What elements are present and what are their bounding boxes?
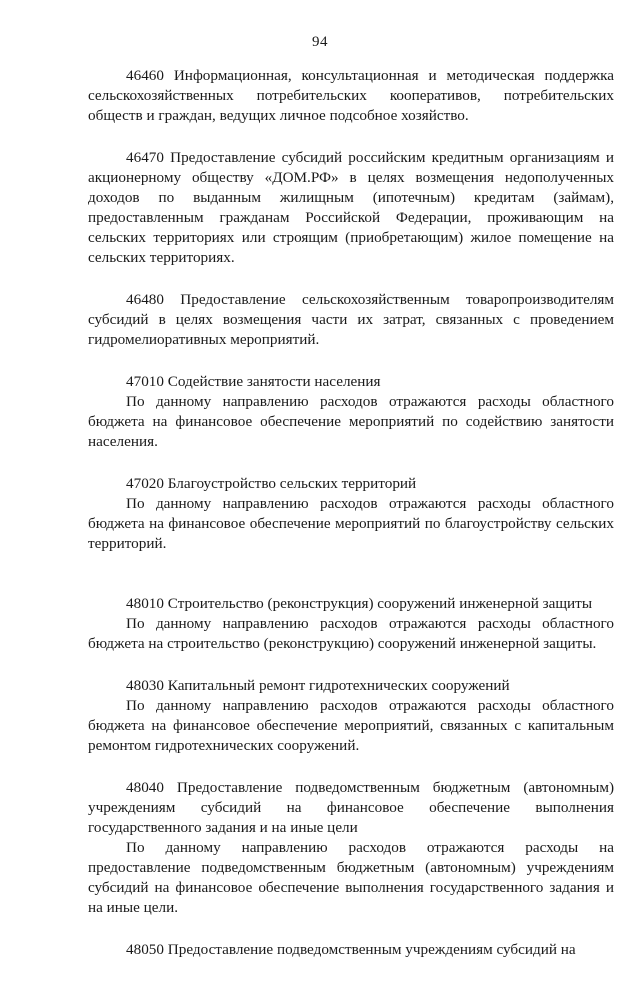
section-47010	[88, 372, 614, 452]
section-body: По данному направлению расходов отражаются расходы областного бюджета на финансовое обеспечение мероприятий по благоустройству сельских территорий.	[88, 495, 614, 552]
section-body: По данному направлению расходов отражаются расходы областного бюджета на финансовое обеспечение мероприятий, связанных с капитальным ремонтом гидротехнических сооружений.	[88, 697, 614, 754]
section-body: По данному направлению расходов отражаются расходы областного бюджета на финансовое обеспечение мероприятий по содействию занятости населения.	[88, 393, 614, 450]
section-46460	[88, 66, 614, 126]
section-heading: 47020 Благоустройство сельских территорий	[126, 475, 417, 492]
section-body: По данному направлению расходов отражаются расходы на предоставление подведомственным бюджетным (автономным) учреждениям субсидий на финансовое обеспечение выполнения государственного задания и на иные цели.	[88, 839, 614, 916]
section-heading: 48040 Предоставление подведомственным бюджетным (автономным) учреждениям субсидий на финансовое обеспечение выполнения государственного задания и на иные цели	[88, 779, 614, 836]
section-48030	[88, 676, 614, 756]
section-heading: 48050 Предоставление подведомственным учреждениям субсидий на	[126, 941, 576, 958]
section-heading: 48030 Капитальный ремонт гидротехнических сооружений	[126, 677, 510, 694]
section-48050	[88, 940, 614, 960]
section-46480	[88, 290, 614, 350]
section-heading: 47010 Содействие занятости населения	[126, 373, 381, 390]
section-47020	[88, 474, 614, 554]
section-46470	[88, 148, 614, 268]
section-heading: 46460 Информационная, консультационная и методическая поддержка сельскохозяйственных потребительских кооперативов, потребительских обществ и граждан, ведущих личное подсобное хозяйство.	[88, 67, 614, 124]
section-heading: 46480 Предоставление сельскохозяйственным товаропроизводителям субсидий в целях возмещения части их затрат, связанных с проведением гидромелиоративных мероприятий.	[88, 291, 614, 348]
section-body: По данному направлению расходов отражаются расходы областного бюджета на строительство (реконструкцию) сооружений инженерной защиты.	[88, 615, 614, 652]
section-48010	[88, 594, 614, 654]
section-heading: 46470 Предоставление субсидий российским кредитным организациям и акционерному обществу «ДОМ.РФ» в целях возмещения недополученных доходов по выданным жилищным (ипотечным) кредитам (займам), предоставленным гражданам Российской Федерации, проживающим на сельских территориях или строящим (приобретающим) жилое помещение на сельских территориях.	[88, 149, 614, 266]
section-48040	[88, 778, 614, 918]
section-heading: 48010 Строительство (реконструкция) сооружений инженерной защиты	[126, 595, 593, 612]
document-body	[88, 66, 614, 982]
page-number: 94	[312, 34, 328, 50]
